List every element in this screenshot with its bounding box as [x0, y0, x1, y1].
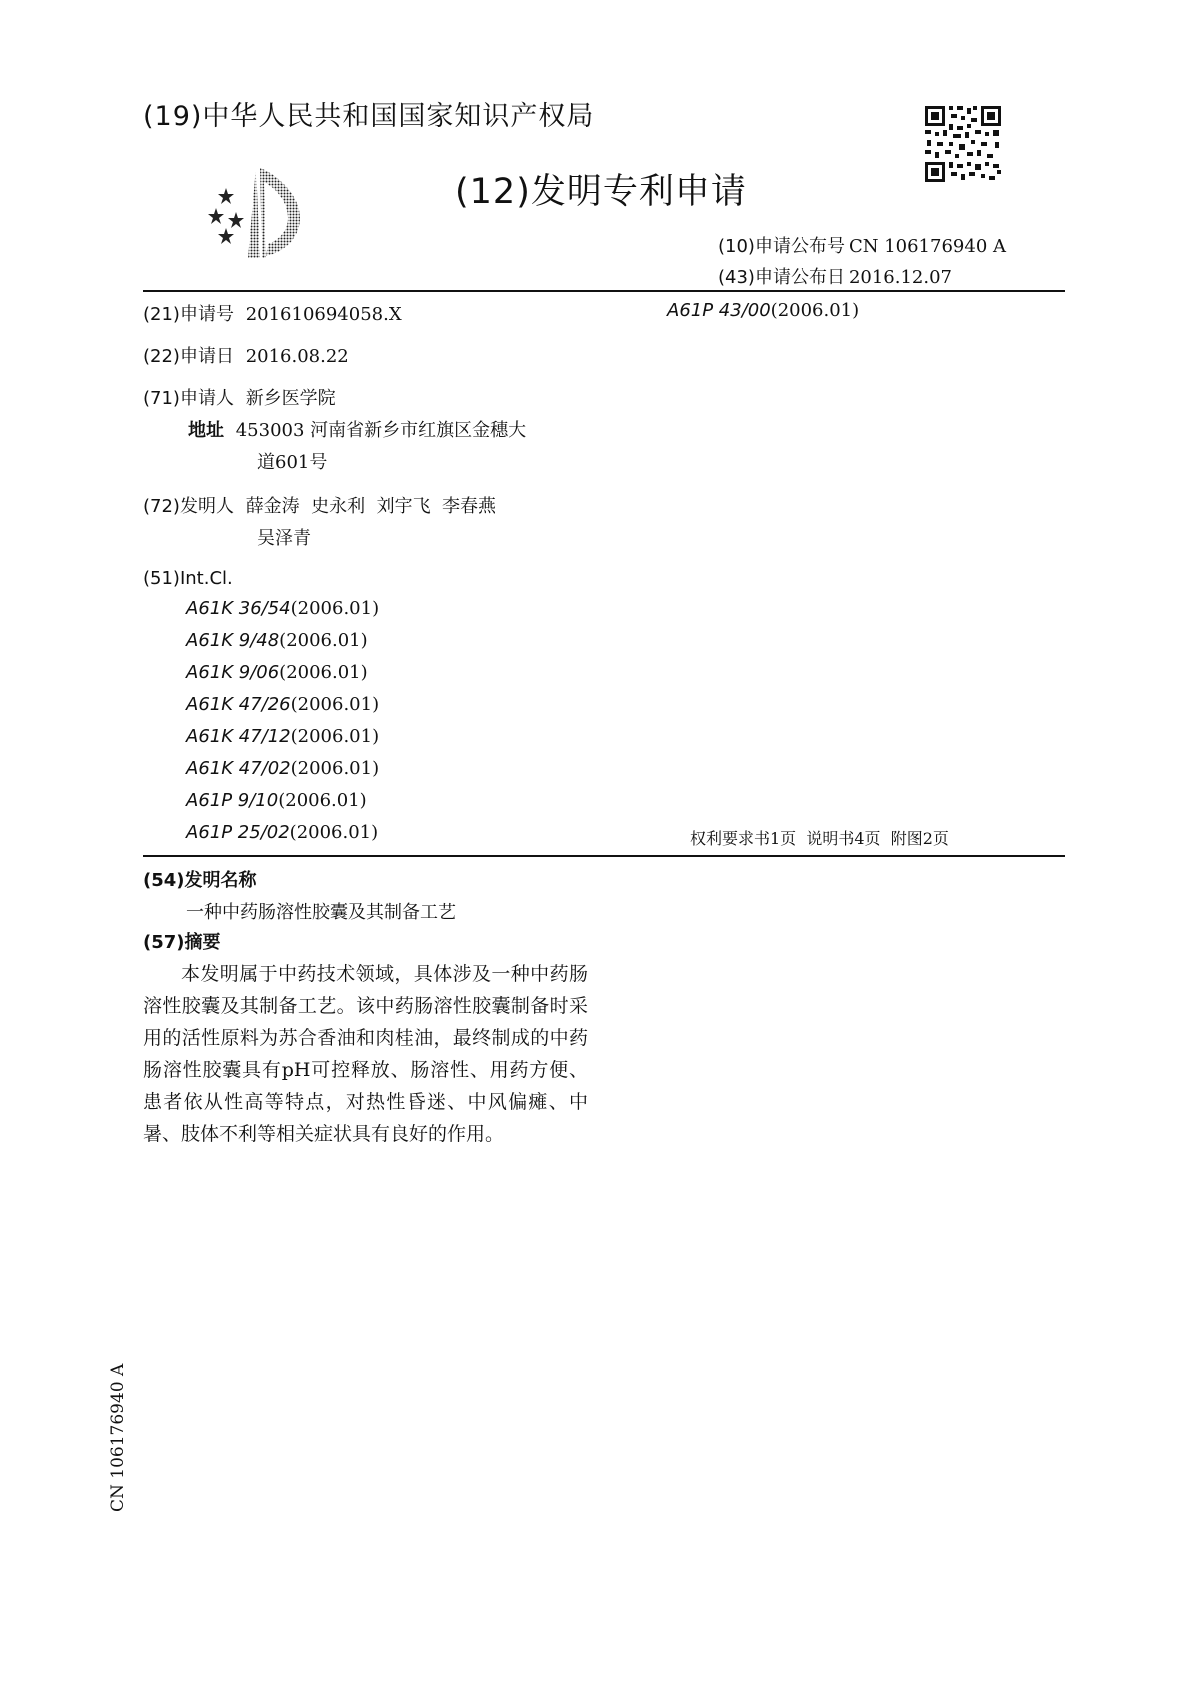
inventors: [143, 492, 496, 518]
publication-date: [718, 263, 952, 289]
ipc-entry: [186, 662, 368, 683]
address-label: 地址: [188, 420, 224, 441]
applicant-label: (71)申请人: [143, 388, 234, 409]
application-number-label: (21)申请号: [143, 304, 234, 325]
ipc-version: (2006.01): [290, 694, 380, 715]
ipc-code: A61K 9/48: [186, 630, 280, 651]
abstract-text: 本发明属于中药技术领域，具体涉及一种中药肠溶性胶囊及其制备工艺。该中药肠溶性胶囊制备时采用的活性原料为苏合香油和肉桂油，最终制成的中药肠溶性胶囊具有pH可控释放、肠溶性、用药方便、患者依从性高等特点，对热性昏迷、中风偏瘫、中暑、肢体不利等相关症状具有良好的作用。: [143, 963, 588, 1145]
office-name: (19)中华人民共和国国家知识产权局: [143, 101, 595, 132]
ipc-code: A61K 36/54: [186, 598, 291, 619]
ipc-code: A61K 9/06: [186, 662, 280, 683]
publication-number: [718, 232, 1006, 258]
ipc-version: (2006.01): [279, 630, 368, 651]
application-date: [143, 342, 349, 368]
publication-date-value: 2016.12.07: [848, 267, 953, 288]
applicant-value: 新乡医学院: [245, 388, 336, 409]
page-count-info: 权利要求书1页 说明书4页 附图2页: [690, 829, 949, 848]
inventors-line-1: 薛金涛 史永利 刘宇飞 李春燕: [245, 496, 497, 517]
application-date-value: 2016.08.22: [245, 346, 349, 367]
ipc-entry: [186, 790, 367, 811]
ipc-entry: [186, 630, 368, 651]
address: [188, 416, 526, 442]
ipc-code: A61P 25/02: [186, 822, 290, 843]
inventors-label: (72)发明人: [143, 496, 234, 517]
address-line-1: 453003 河南省新乡市红旗区金穗大: [235, 420, 527, 441]
qr-code-icon: [923, 104, 1003, 184]
invention-title-label: (54)发明名称: [143, 870, 257, 891]
ipc-entry: [186, 694, 379, 715]
ipc-entry: [186, 822, 378, 843]
application-number: [143, 300, 402, 326]
inventors-line-2: 吴泽青: [257, 528, 311, 549]
ipc-version: (2006.01): [290, 758, 380, 779]
publication-number-value: CN 106176940 A: [848, 236, 1006, 257]
application-date-label: (22)申请日: [143, 346, 234, 367]
ipc-code: A61K 47/02: [186, 758, 291, 779]
ipc-version: (2006.01): [279, 662, 368, 683]
ipc-version: (2006.01): [290, 598, 380, 619]
ipc-version: (2006.01): [290, 726, 380, 747]
ipc-entry: [186, 758, 379, 779]
ipc-entry: [186, 598, 379, 619]
address-line-2: 道601号: [257, 452, 328, 473]
ipc-right-code: A61P 43/00: [667, 300, 771, 321]
publication-number-label: (10)申请公布号: [718, 236, 845, 257]
invention-title: 一种中药肠溶性胶囊及其制备工艺: [186, 902, 456, 923]
ipc-version: (2006.01): [278, 790, 367, 811]
applicant: [143, 384, 336, 410]
header-divider: [143, 290, 1065, 292]
application-number-value: 201610694058.X: [245, 304, 402, 325]
ipc-code: A61P 9/10: [186, 790, 279, 811]
publication-date-label: (43)申请公布日: [718, 267, 845, 288]
document-type: (12)发明专利申请: [455, 172, 747, 212]
ipc-right-version: (2006.01): [770, 300, 860, 321]
ipc-right-entry: [667, 300, 859, 321]
side-publication-code: CN 106176940 A: [108, 1363, 128, 1512]
ipc-code: A61K 47/26: [186, 694, 291, 715]
ipc-entry: [186, 726, 379, 747]
biblio-divider: [143, 855, 1065, 857]
ipc-code: A61K 47/12: [186, 726, 291, 747]
int-cl-label: (51)Int.Cl.: [143, 568, 233, 589]
ipc-version: (2006.01): [289, 822, 379, 843]
abstract-label: (57)摘要: [143, 932, 221, 953]
cnipa-emblem-icon: [196, 162, 324, 260]
